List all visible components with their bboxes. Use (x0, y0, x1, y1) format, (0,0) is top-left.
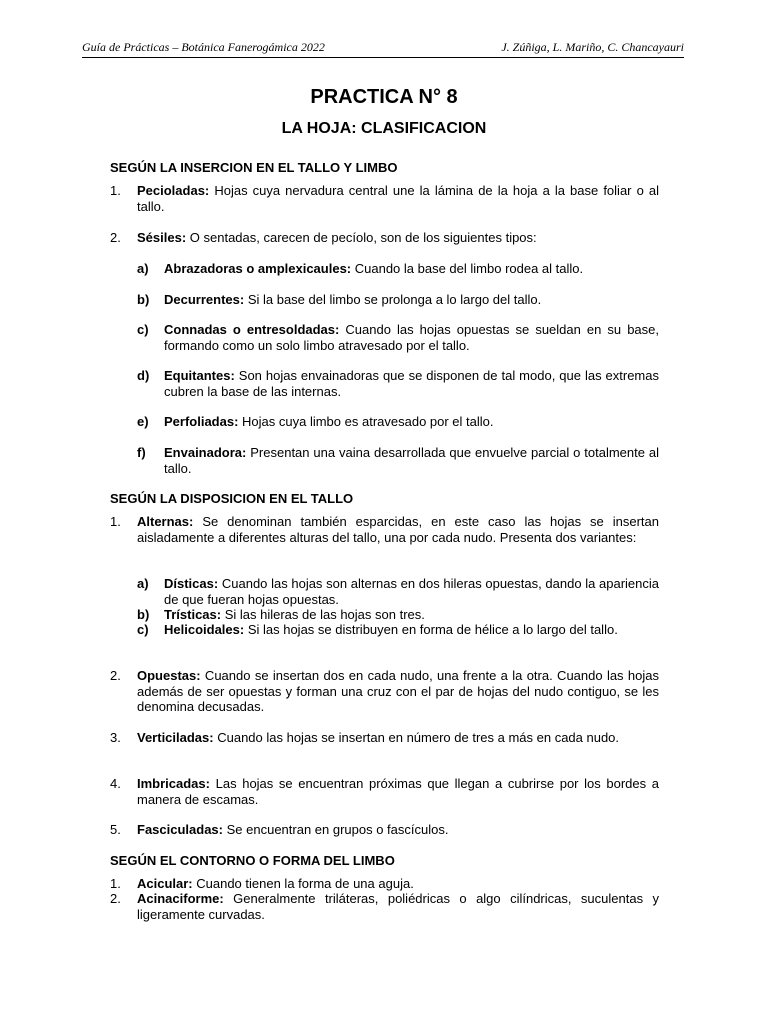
item-text: Las hojas se encuentran próximas que llegan a cubrirse por los bordes a manera de escamas. (137, 776, 659, 807)
page-title: PRACTICA N° 8 (310, 86, 458, 108)
list-item (110, 668, 659, 715)
list-item (110, 822, 659, 838)
section-heading-insercion: SEGÚN LA INSERCION EN EL TALLO Y LIMBO (110, 160, 398, 175)
item-number: 5. (110, 822, 121, 837)
sub-text: Si las hileras de las hojas son tres. (221, 607, 425, 622)
sub-text: Cuando las hojas opuestas se sueldan en su base, formando como un solo limbo atravesado por el tallo. (164, 322, 659, 353)
sub-item (137, 576, 659, 607)
sub-letter: e) (137, 414, 149, 429)
sub-letter: d) (137, 368, 150, 383)
section-heading-disposicion: SEGÚN LA DISPOSICION EN EL TALLO (110, 491, 354, 506)
sub-term: Connadas o entresoldadas: (164, 322, 340, 337)
sub-text: Si las hojas se distribuyen en forma de hélice a lo largo del tallo. (244, 622, 618, 637)
sub-letter: c) (137, 622, 149, 637)
item-number: 4. (110, 776, 121, 791)
item-number: 1. (110, 514, 121, 529)
item-term: Sésiles: (137, 230, 187, 245)
item-text: O sentadas, carecen de pecíolo, son de los siguientes tipos: (186, 230, 537, 245)
item-text: Generalmente triláteras, poliédricas o algo cilíndricas, suculentas y ligeramente curvadas. (137, 891, 659, 922)
running-header (82, 40, 684, 58)
sub-letter: c) (137, 322, 149, 337)
item-text: Cuando tienen la forma de una aguja. (192, 876, 414, 891)
item-term: Alternas: (137, 514, 194, 529)
item-text: Se encuentran en grupos o fascículos. (223, 822, 449, 837)
item-number: 1. (110, 183, 121, 198)
list-item (110, 876, 659, 892)
sub-term: Equitantes: (164, 368, 235, 383)
sub-item (137, 368, 659, 399)
sub-text: Hojas cuya limbo es atravesado por el tallo. (238, 414, 494, 429)
sub-letter: b) (137, 607, 150, 622)
sub-term: Abrazadoras o amplexicaules: (164, 261, 352, 276)
sub-letter: b) (137, 292, 150, 307)
sub-item (137, 322, 659, 353)
sub-term: Perfoliadas: (164, 414, 239, 429)
item-text: Cuando las hojas se insertan en número de tres a más en cada nudo. (213, 730, 620, 745)
sub-term: Trísticas: (164, 607, 222, 622)
list-item (110, 730, 659, 746)
sub-term: Dísticas: (164, 576, 219, 591)
list-item (110, 776, 659, 807)
sub-item (137, 607, 659, 623)
sub-item (137, 445, 659, 476)
sub-item (137, 622, 659, 638)
list-item (110, 891, 659, 922)
sub-letter: a) (137, 261, 149, 276)
item-term: Verticiladas: (137, 730, 214, 745)
sub-term: Envainadora: (164, 445, 247, 460)
sub-text: Cuando la base del limbo rodea al tallo. (351, 261, 584, 276)
sub-text: Son hojas envainadoras que se disponen de tal modo, que las extremas cubren la base de las internas. (164, 368, 659, 399)
sub-item (137, 261, 659, 277)
header-right: J. Zúñiga, L. Mariño, C. Chancayauri (501, 40, 684, 54)
list-item (110, 230, 659, 246)
header-left: Guía de Prácticas – Botánica Fanerogámica 2022 (82, 40, 325, 54)
item-number: 3. (110, 730, 121, 745)
item-text: Cuando se insertan dos en cada nudo, una frente a la otra. Cuando las hojas además de ser opuestas y forman una cruz con el par de hojas del nudo contiguo, se les denomina decusadas. (137, 668, 659, 714)
item-text: Hojas cuya nervadura central une la lámina de la hoja a la base foliar o al tallo. (137, 183, 659, 214)
item-term: Fasciculadas: (137, 822, 223, 837)
item-number: 2. (110, 668, 121, 683)
item-term: Acinaciforme: (137, 891, 224, 906)
sub-letter: a) (137, 576, 149, 591)
item-term: Imbricadas: (137, 776, 210, 791)
item-term: Opuestas: (137, 668, 201, 683)
sub-item (137, 414, 659, 430)
sub-term: Decurrentes: (164, 292, 245, 307)
list-item (110, 514, 659, 545)
item-number: 2. (110, 891, 121, 906)
item-number: 2. (110, 230, 121, 245)
sub-item (137, 292, 659, 308)
sub-term: Helicoidales: (164, 622, 245, 637)
item-number: 1. (110, 876, 121, 891)
item-text: Se denominan también esparcidas, en este caso las hojas se insertan aisladamente a diferentes alturas del tallo, una por cada nudo. Presenta dos variantes: (137, 514, 659, 545)
item-term: Pecioladas: (137, 183, 210, 198)
item-term: Acicular: (137, 876, 193, 891)
sub-text: Cuando las hojas son alternas en dos hileras opuestas, dando la apariencia de que fueran hojas opuestas. (164, 576, 659, 607)
sub-letter: f) (137, 445, 146, 460)
sub-text: Presentan una vaina desarrollada que envuelve parcial o totalmente al tallo. (164, 445, 659, 476)
list-item (110, 183, 659, 214)
page-subtitle: LA HOJA: CLASIFICACION (281, 120, 487, 137)
sub-text: Si la base del limbo se prolonga a lo largo del tallo. (244, 292, 542, 307)
section-heading-contorno: SEGÚN EL CONTORNO O FORMA DEL LIMBO (110, 853, 395, 868)
